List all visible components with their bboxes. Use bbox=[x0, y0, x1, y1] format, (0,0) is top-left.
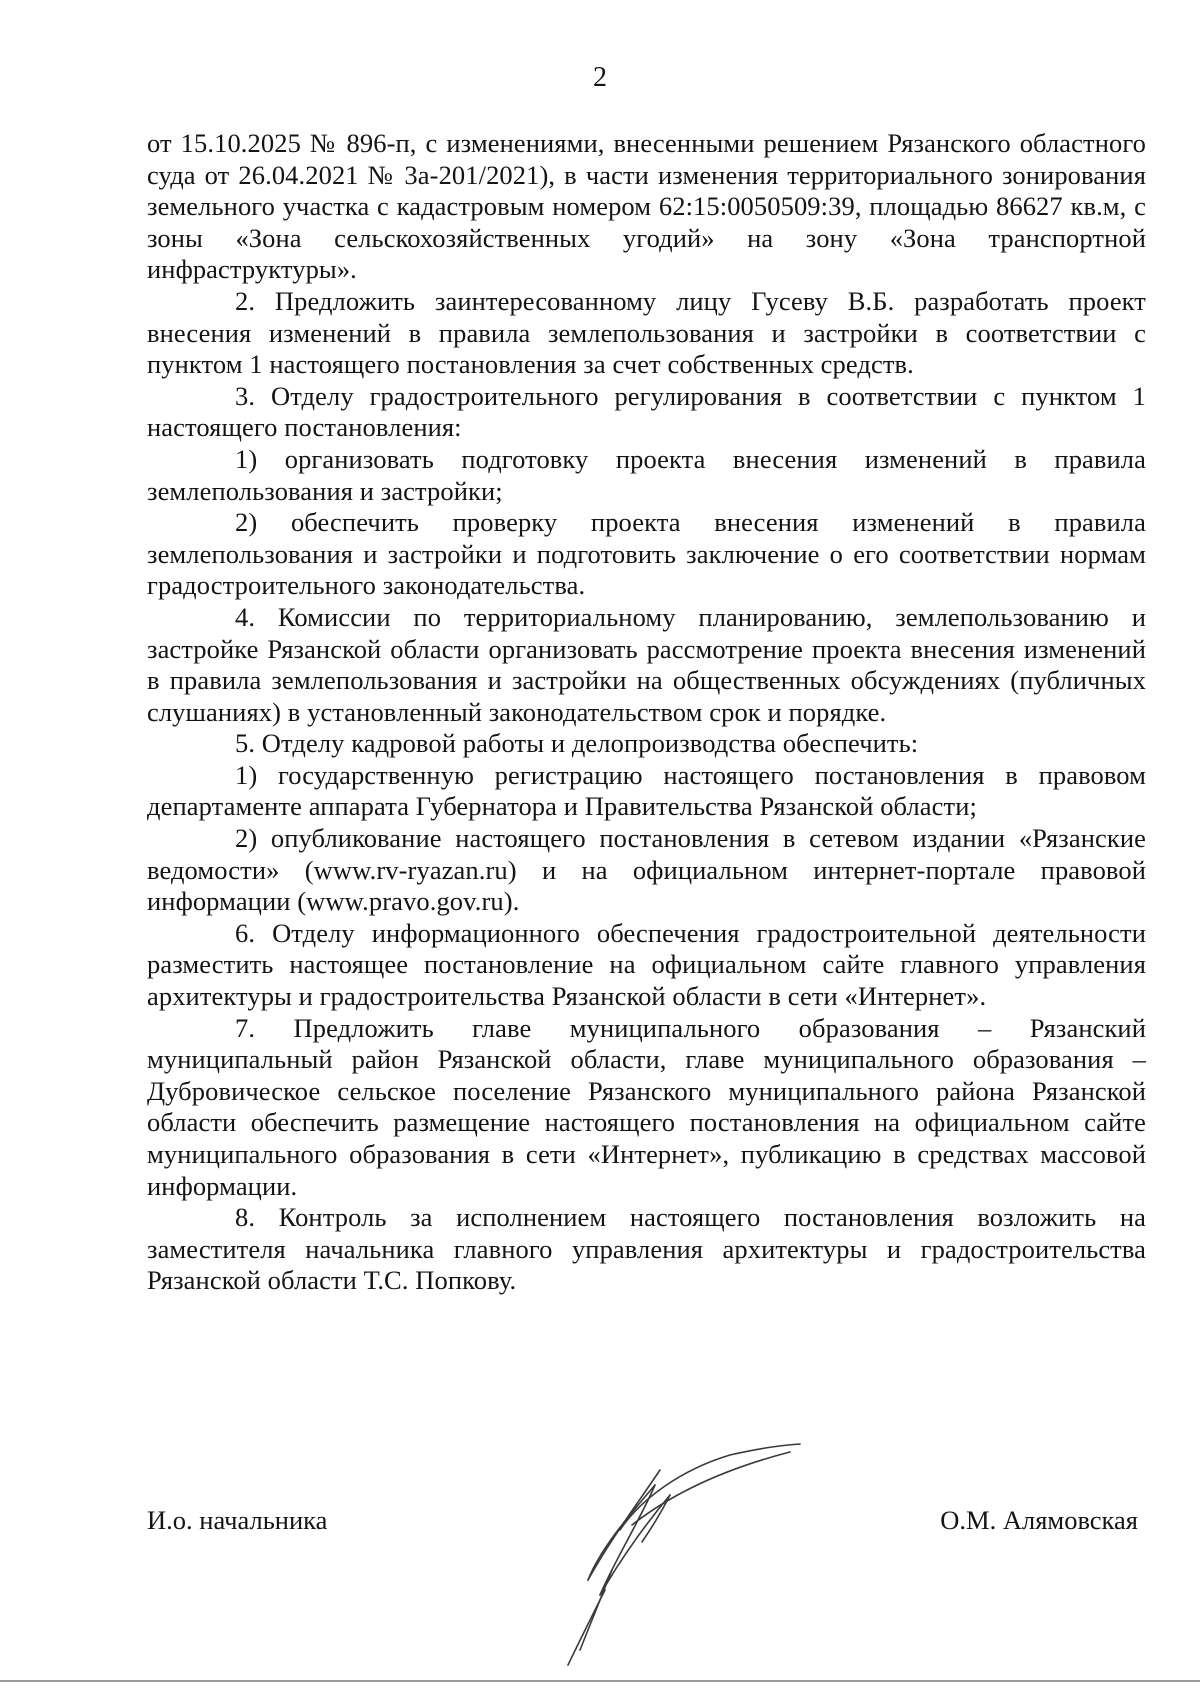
paragraph-item-5-1: 1) государственную регистрацию настоящего постановления в правовом департаменте аппарата Губернатора и Правительства Рязанской области; bbox=[147, 759, 1146, 822]
paragraph-item-5: 5. Отделу кадровой работы и делопроизводства обеспечить: bbox=[235, 728, 919, 759]
paragraph-item-7: 7. Предложить главе муниципального образования – Рязанский муниципальный район Рязанской области, главе муниципального образования – Дубровическое сельское поселение Рязанского муниципального района Рязанской области обеспечить размещение настоящего постановления на официальном сайте муниципального образования в сети «Интернет», публикацию в средствах массовой информации. bbox=[147, 1012, 1146, 1201]
paragraph-item-8: 8. Контроль за исполнением настоящего постановления возложить на заместителя начальника главного управления архитектуры и градостроительства Рязанской области Т.С. Попкову. bbox=[147, 1202, 1146, 1296]
paragraph-item-2: 2. Предложить заинтересованному лицу Гусеву В.Б. разработать проект внесения изменений в правила землепользования и застройки в соответствии с пунктом 1 настоящего постановления за счет собственных средств. bbox=[147, 285, 1146, 380]
scan-bottom-edge bbox=[0, 1680, 1200, 1682]
page-number: 2 bbox=[593, 62, 607, 93]
document-body bbox=[147, 128, 1146, 1297]
paragraph-item-3-2: 2) обеспечить проверку проекта внесения изменений в правила землепользования и застройки и подготовить заключение о его соответствии нормам градостроительного законодательства. bbox=[147, 507, 1146, 601]
signer-position: И.о. начальника bbox=[147, 1505, 328, 1535]
signer-name: О.М. Алямовская bbox=[940, 1505, 1138, 1535]
paragraph-item-5-2: 2) опубликование настоящего постановления в сетевом издании «Рязанские ведомости» (www.rv-ryazan.ru) и на официальном интернет-портале правовой информации (www.pravo.gov.ru). bbox=[147, 823, 1146, 917]
signature-block bbox=[147, 1504, 1146, 1544]
paragraph-item-3: 3. Отделу градостроительного регулирования в соответствии с пунктом 1 настоящего постановления: bbox=[147, 380, 1146, 443]
paragraph-item-4: 4. Комиссии по территориальному планированию, землепользованию и застройке Рязанской области организовать рассмотрение проекта внесения изменений в правила землепользования и застройки на общественных обсуждениях (публичных слушаниях) в установленный законодательством срок и порядке. bbox=[147, 601, 1146, 727]
paragraph-continuation: от 15.10.2025 № 896-п, с изменениями, внесенными решением Рязанского областного суда от 26.04.2021 № 3а-201/2021), в части изменения территориального зонирования земельного участка с кадастровым номером 62:15:0050509:39, площадью 86627 кв.м, с зоны «Зона сельскохозяйственных угодий» на зону «Зона транспортной инфраструктуры». bbox=[147, 128, 1146, 285]
paragraph-item-6: 6. Отделу информационного обеспечения градостроительной деятельности разместить настоящее постановление на официальном сайте главного управления архитектуры и градостроительства Рязанской области в сети «Интернет». bbox=[147, 917, 1146, 1012]
handwritten-signature bbox=[560, 1430, 860, 1680]
paragraph-item-3-1: 1) организовать подготовку проекта внесения изменений в правила землепользования и застройки; bbox=[147, 443, 1146, 506]
